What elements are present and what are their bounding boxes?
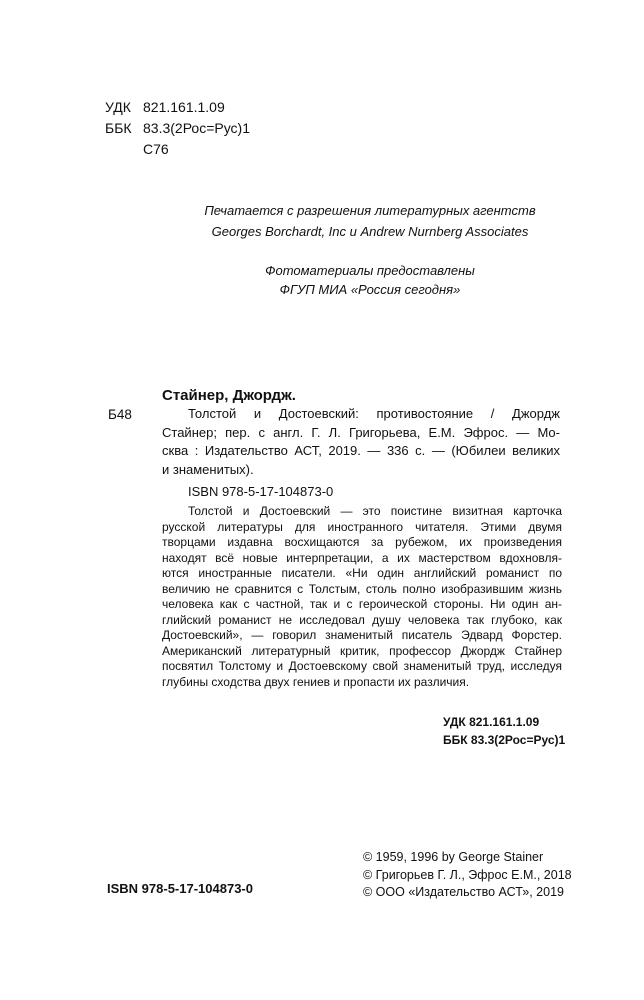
description-line: сква : Издательство АСТ, 2019. — 336 с. — (Юбилеи великих [162, 443, 560, 459]
bbk-row [105, 118, 250, 139]
udk-row [105, 97, 250, 118]
annotation-line: Достоевский», — говорил знаменитый писатель Эдвард Форстер. [162, 628, 562, 642]
annotation-line: глубины сходства двух гениев и пропасти их различия. [162, 674, 470, 689]
shelf-mark: Б48 [108, 407, 132, 422]
annotation [162, 504, 562, 690]
photo-credits [170, 261, 570, 299]
description-line: Толстой и Достоевский: противостояние / Джордж [188, 406, 560, 421]
annotation-line: русской литературы для иностранного читателя. Этими двумя [162, 519, 562, 534]
author-mark-spacer [105, 139, 143, 160]
footer-udk: УДК 821.161.1.09 [443, 715, 540, 729]
classification-block [105, 97, 250, 160]
copyright-line: © ООО «Издательство АСТ», 2019 [363, 885, 564, 899]
annotation-line: Американский литературный критик, профессор Джордж Стайнер [162, 643, 562, 658]
annotation-line: человека как с частной, так и с героической стороны. Ни один ан- [162, 597, 562, 611]
annotation-line: глийский романист не исследовал душу человека так глубоко, как [162, 612, 562, 627]
footer-classification [443, 713, 565, 749]
description-line: Стайнер; пер. с англ. Г. Л. Григорьева, Е.М. Эфрос. — Мо- [162, 424, 560, 440]
photo-credits-line-1: Фотоматериалы предоставлены [265, 263, 475, 278]
annotation-line: посвятил Толстому и Достоевскому свой знаменитый труд, исследуя [162, 659, 562, 673]
annotation-line: величию не сравнится с Толстым, столь полно изобразившим жизнь [162, 581, 562, 596]
annotation-line: Толстой и Достоевский — это поистине визитная карточка [188, 504, 562, 518]
photo-credits-line-2: ФГУП МИА «Россия сегодня» [279, 282, 461, 297]
permissions-notice [170, 200, 570, 242]
catalog-isbn: ISBN 978-5-17-104873-0 [188, 484, 334, 499]
footer-isbn: ISBN 978-5-17-104873-0 [107, 881, 253, 896]
copyright-notices [363, 849, 572, 902]
author-heading: Стайнер, Джордж. [162, 387, 296, 404]
bbk-label: ББК [105, 120, 132, 136]
udk-value: 821.161.1.09 [143, 99, 225, 115]
bbk-value: 83.3(2Рос=Рус)1 [143, 120, 251, 136]
udk-label: УДК [105, 99, 131, 115]
annotation-line: творцами издавна восхищаются за рубежом, их произведения [162, 535, 562, 549]
bibliographic-description [162, 405, 560, 480]
footer-bbk: ББК 83.3(2Рос=Рус)1 [443, 733, 566, 747]
copyright-line: © 1959, 1996 by George Stainer [363, 850, 544, 864]
permissions-line-1: Печатается с разрешения литературных агентств [204, 203, 536, 218]
annotation-line: находят всё новые интерпретации, а их мастерством вдохновля- [162, 550, 562, 565]
permissions-line-2: Georges Borchardt, Inc и Andrew Nurnberg Associates [211, 224, 529, 239]
copyright-line: © Григорьев Г. Л., Эфрос Е.М., 2018 [363, 867, 572, 882]
annotation-line: ются иностранные писатели. «Ни один английский романист по [162, 566, 562, 580]
author-mark: С76 [143, 141, 169, 157]
description-line: и знаменитых). [162, 462, 254, 478]
author-mark-row [105, 139, 250, 160]
